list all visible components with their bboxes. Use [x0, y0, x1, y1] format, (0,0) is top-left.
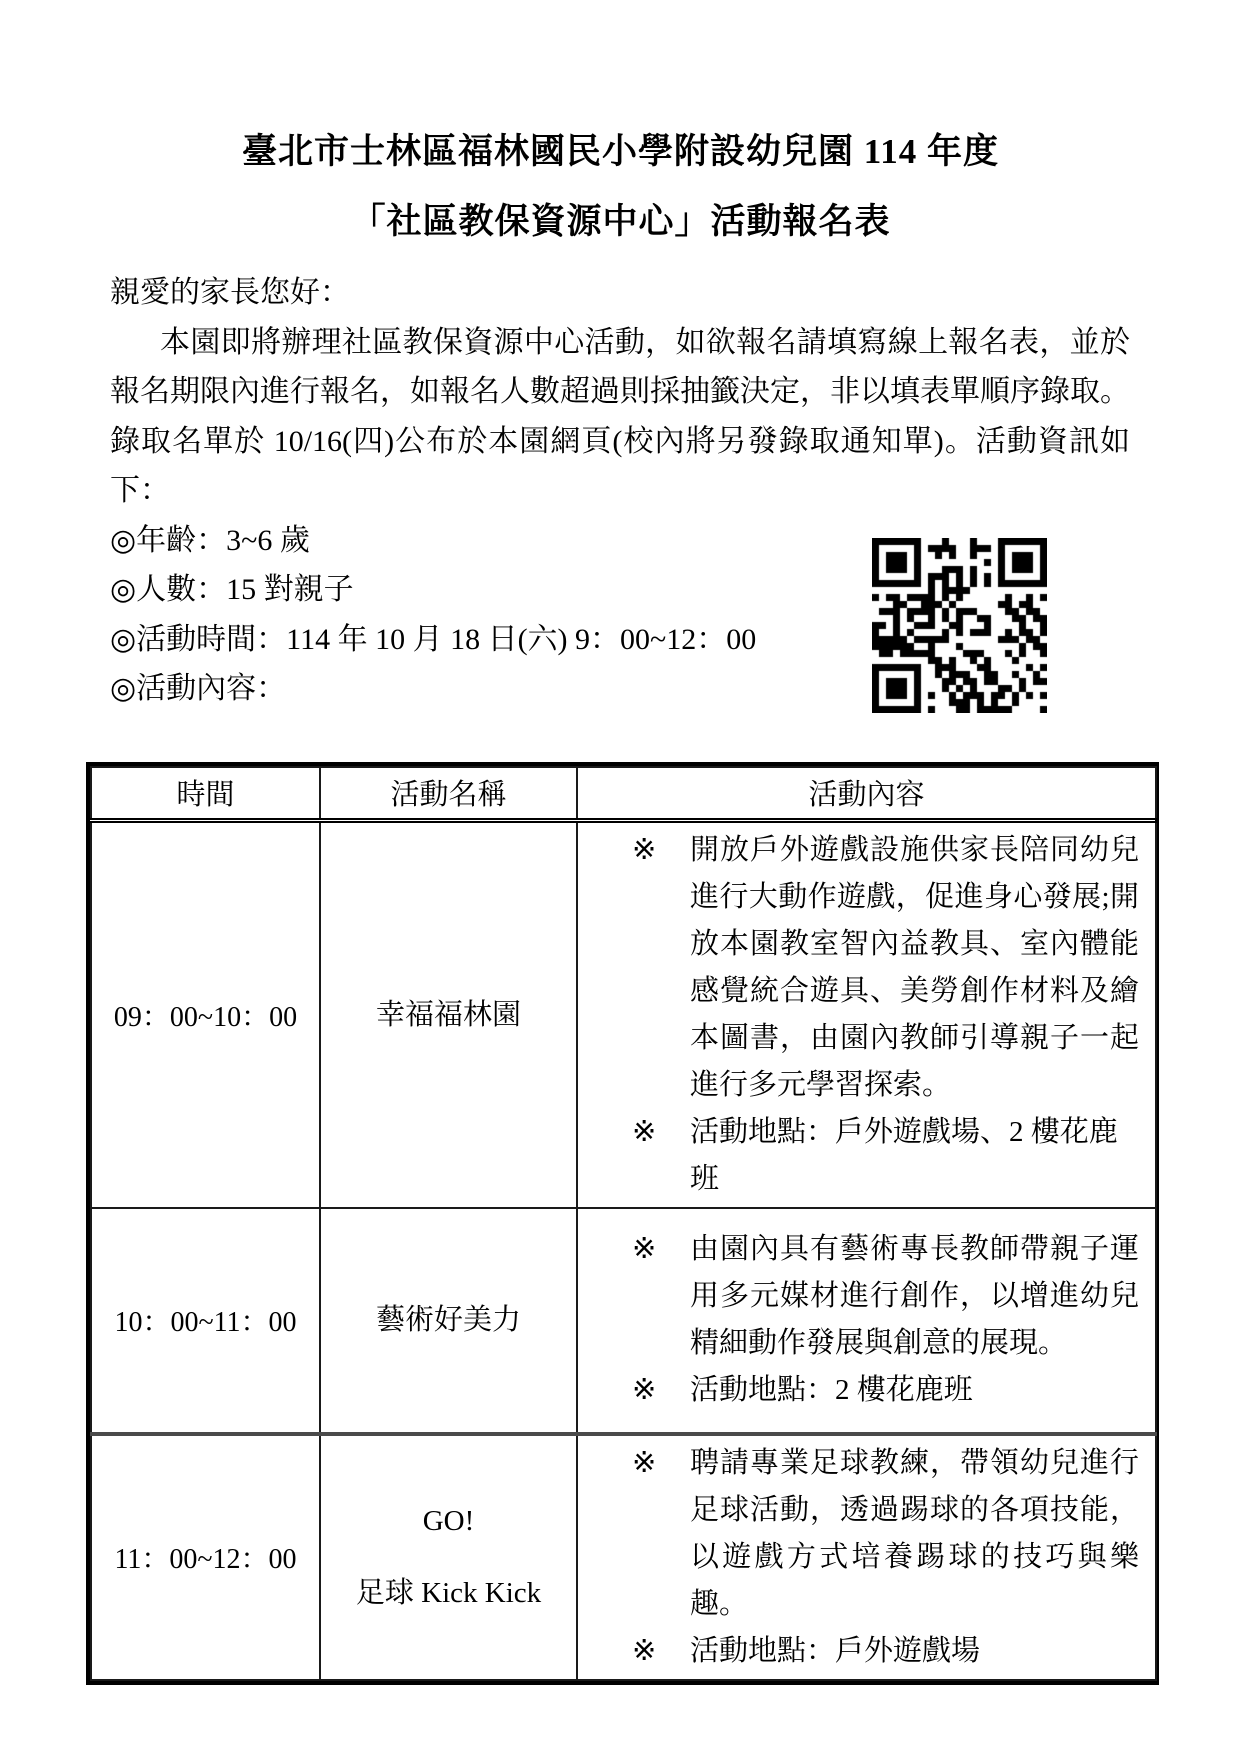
row1-activity-name — [320, 820, 577, 1208]
reference-mark: ※ — [632, 833, 657, 866]
row2-activity-name — [320, 1208, 577, 1434]
table-row — [91, 1208, 1156, 1434]
bullet-text: 活動地點：戶外遊戲場 — [690, 1634, 981, 1667]
header-activity-content: 活動內容 — [577, 767, 1156, 820]
row2-name-line: 藝術好美力 — [375, 1304, 521, 1336]
reference-mark: ※ — [632, 1115, 657, 1148]
row3-time: 11：00~12：00 — [91, 1434, 320, 1680]
paragraph-line-1: 本園即將辦理社區教保資源中心活動，如欲報名請填寫線上報名表，並於 — [160, 325, 1130, 359]
row1-activity-content — [577, 820, 1156, 1208]
reference-mark: ※ — [632, 1374, 657, 1406]
bullet-text: 聘請專業足球教練，帶領幼兒進行足球活動，透過踢球的各項技能，以遊戲方式培養踢球的技巧與樂趣。 — [690, 1446, 1139, 1620]
row1-name-line: 幸福福林園 — [375, 998, 521, 1031]
bullet-text: 開放戶外遊戲設施供家長陪同幼兒進行大動作遊戲，促進身心發展;開放本園教室智內益教具、室內體能感覺統合遊具、美勞創作材料及繪本圖書，由園內教師引導親子一起進行多元學習探索。 — [690, 833, 1139, 1101]
reference-mark: ※ — [632, 1446, 657, 1479]
bullet-text: 由園內具有藝術專長教師帶親子運用多元媒材進行創作，以增進幼兒精細動作發展與創意的展現。 — [690, 1233, 1139, 1359]
paragraph-line-3: 錄取名單於 10/16(四)公布於本園網頁(校內將另發錄取通知單)。活動資訊如 — [110, 424, 1130, 458]
registration-qr-code — [872, 538, 1047, 713]
row3-bullet-description — [632, 1440, 1139, 1628]
paragraph-line-4: 下： — [110, 474, 170, 507]
info-activity-content-label: ◎活動內容： — [110, 672, 287, 705]
reference-mark: ※ — [632, 1634, 657, 1667]
info-participants: ◎人數：15 對親子 — [110, 573, 354, 606]
row3-name-line: 足球 Kick Kick — [355, 1577, 542, 1609]
row2-bullet-description — [632, 1226, 1139, 1367]
greeting: 親愛的家長您好： — [110, 276, 350, 309]
bullet-text: 活動地點：2 樓花鹿班 — [690, 1374, 973, 1406]
row1-time: 09：00~10：00 — [91, 820, 320, 1208]
paragraph-line-2: 報名期限內進行報名，如報名人數超過則採抽籤決定，非以填表單順序錄取。 — [110, 375, 1130, 408]
row2-time: 10：00~11：00 — [91, 1208, 320, 1434]
info-age: ◎年齡：3~6 歲 — [110, 523, 310, 557]
page-title: 臺北市士林區福林國民小學附設幼兒園 114 年度 — [241, 132, 1000, 171]
row3-bullet-location — [632, 1628, 1139, 1675]
row1-bullet-description — [632, 827, 1139, 1109]
row2-bullet-location — [632, 1367, 1139, 1414]
row3-name-line: GO! — [422, 1505, 475, 1537]
page-subtitle: 「社區教保資源中心」活動報名表 — [350, 202, 891, 241]
header-activity-name: 活動名稱 — [320, 767, 577, 820]
row1-bullet-location — [632, 1109, 1139, 1203]
table-header-row — [91, 767, 1156, 820]
bullet-text: 活動地點：戶外遊戲場、2 樓花鹿班 — [690, 1115, 1118, 1195]
activity-schedule-table — [86, 762, 1159, 1685]
info-activity-time: ◎活動時間：114 年 10 月 18 日(六) 9：00~12：00 — [110, 622, 757, 656]
qr-code-container — [872, 538, 1047, 713]
reference-mark: ※ — [632, 1233, 657, 1265]
table-row — [91, 820, 1156, 1208]
row2-activity-content — [577, 1208, 1156, 1434]
row3-activity-content — [577, 1434, 1156, 1680]
table-row — [91, 1434, 1156, 1680]
header-time: 時間 — [91, 767, 320, 820]
row3-activity-name — [320, 1434, 577, 1680]
